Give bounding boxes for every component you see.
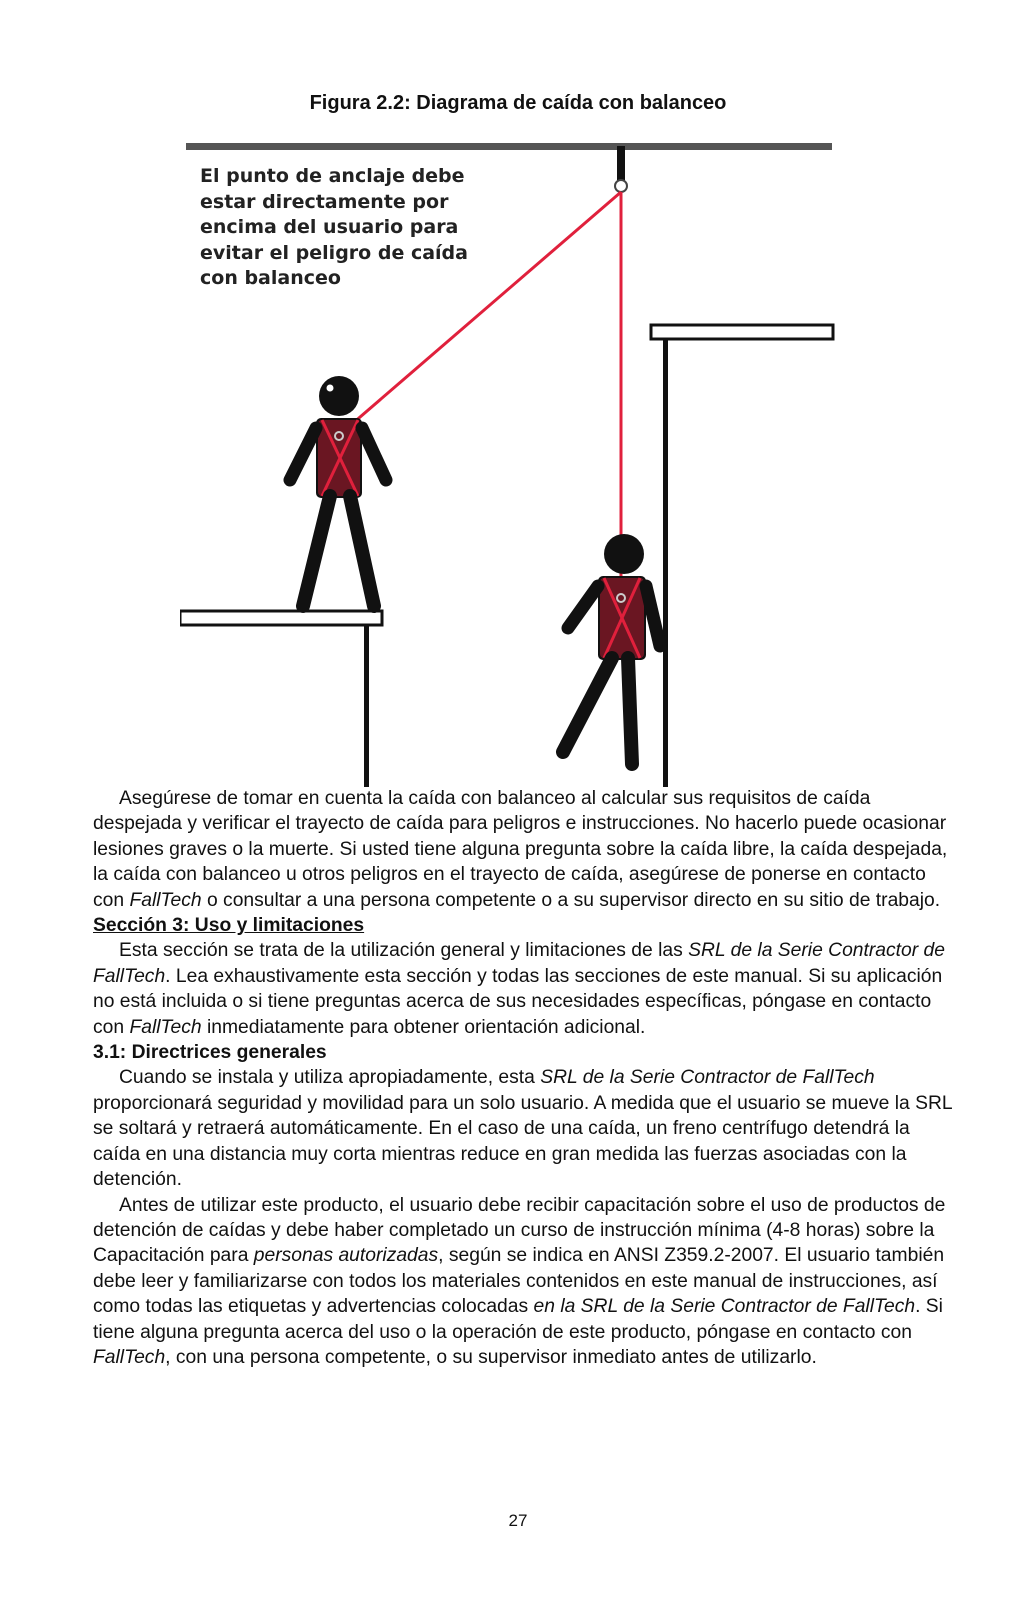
upper-ledge: [651, 325, 833, 339]
text-run: . Lea exhaustivamente esta sección y todas las secciones de este manual. Si su aplicación no está incluida o si tiene preguntas acerca de sus necesidades específicas, póngase en contacto con: [93, 965, 943, 1038]
product-name: SRL de la Serie Contractor de FallTech: [540, 1067, 875, 1089]
body-text: [93, 786, 953, 1370]
text-run: . Si tiene alguna pregunta acerca del uso o la operación de este producto, póngase en contacto con: [93, 1296, 943, 1343]
text-run: Antes de utilizar este producto, el usuario debe recibir capacitación sobre el uso de productos de detención de caídas y debe haber completado un curso de instrucción mínima (4-8 horas) sobre la Capacitación para: [93, 1194, 946, 1267]
brand-name: FallTech: [129, 889, 202, 911]
emphasis-text: personas autorizadas: [253, 1245, 439, 1267]
product-name: en la SRL de la Serie Contractor de FallTech: [533, 1296, 916, 1318]
figure-title: Figura 2.2: Diagrama de caída con balanceo: [309, 92, 727, 114]
text-run: , según se indica en ANSI Z359.2-2007. El usuario también debe leer y familiarizarse con todos los materiales contenidos en este manual de instrucciones, así como todas las etiquetas y advertencias colocadas: [93, 1245, 945, 1318]
subsection-3-1-heading: 3.1: Directrices generales: [93, 1042, 327, 1064]
anchor-callout: [200, 164, 500, 292]
worker-before-fall: [290, 376, 386, 606]
paragraph-general-guidelines: [93, 1065, 953, 1192]
text-run: Cuando se instala y utiliza apropiadamente, esta: [119, 1067, 541, 1089]
callout-line: con balanceo: [200, 267, 341, 289]
brand-name: FallTech: [93, 1346, 166, 1368]
brand-name: FallTech: [129, 1016, 202, 1038]
text-run: Esta sección se trata de la utilización general y limitaciones de las: [119, 940, 689, 962]
callout-line: evitar el peligro de caída: [200, 241, 468, 264]
ceiling-beam: [186, 143, 832, 150]
section-3-heading: Sección 3: Uso y limitaciones: [93, 915, 365, 937]
anchor-post: [617, 146, 625, 182]
callout-line: estar directamente por: [200, 190, 449, 213]
text-run: inmediatamente para obtener orientación adicional.: [201, 1016, 646, 1038]
callout-line: encima del usuario para: [200, 216, 459, 238]
paragraph-section-3-intro: [93, 938, 953, 1040]
worker-after-fall: [563, 534, 660, 764]
page-number: 27: [508, 1511, 528, 1530]
right-wall: [663, 339, 668, 787]
paragraph-training: [93, 1193, 953, 1371]
anchor-ring: [615, 180, 627, 192]
text-run: , con una persona competente, o su supervisor inmediato antes de utilizarlo.: [165, 1346, 817, 1368]
paragraph-swing-fall-warning: [93, 786, 953, 913]
product-name: SRL de la Serie Contractor de FallTech: [93, 940, 945, 987]
text-run: o consultar a una persona competente o a su supervisor directo en su sitio de trabajo.: [201, 889, 941, 911]
left-platform: [180, 611, 382, 625]
text-run: proporcionará seguridad y movilidad para un solo usuario. A medida que el usuario se mueve la SRL se soltará y retraerá automáticamente. En el caso de una caída, un freno centrífugo detendrá la caída en una distancia muy corta mientras reduce en gran medida las fuerzas asociadas con la detención.: [93, 1092, 952, 1191]
text-run: Asegúrese de tomar en cuenta la caída con balanceo al calcular sus requisitos de caída despejada y verificar el trayecto de caída para peligros e instrucciones. No hacerlo puede ocasionar lesiones graves o la muerte. Si usted tiene alguna pregunta sobre la caída libre, la caída despejada, la caída con balanceo u otros peligros en el trayecto de caída, asegúrese de ponerse en contacto con: [93, 788, 948, 911]
platform-support: [364, 625, 369, 787]
callout-line: El punto de anclaje debe: [200, 165, 465, 187]
